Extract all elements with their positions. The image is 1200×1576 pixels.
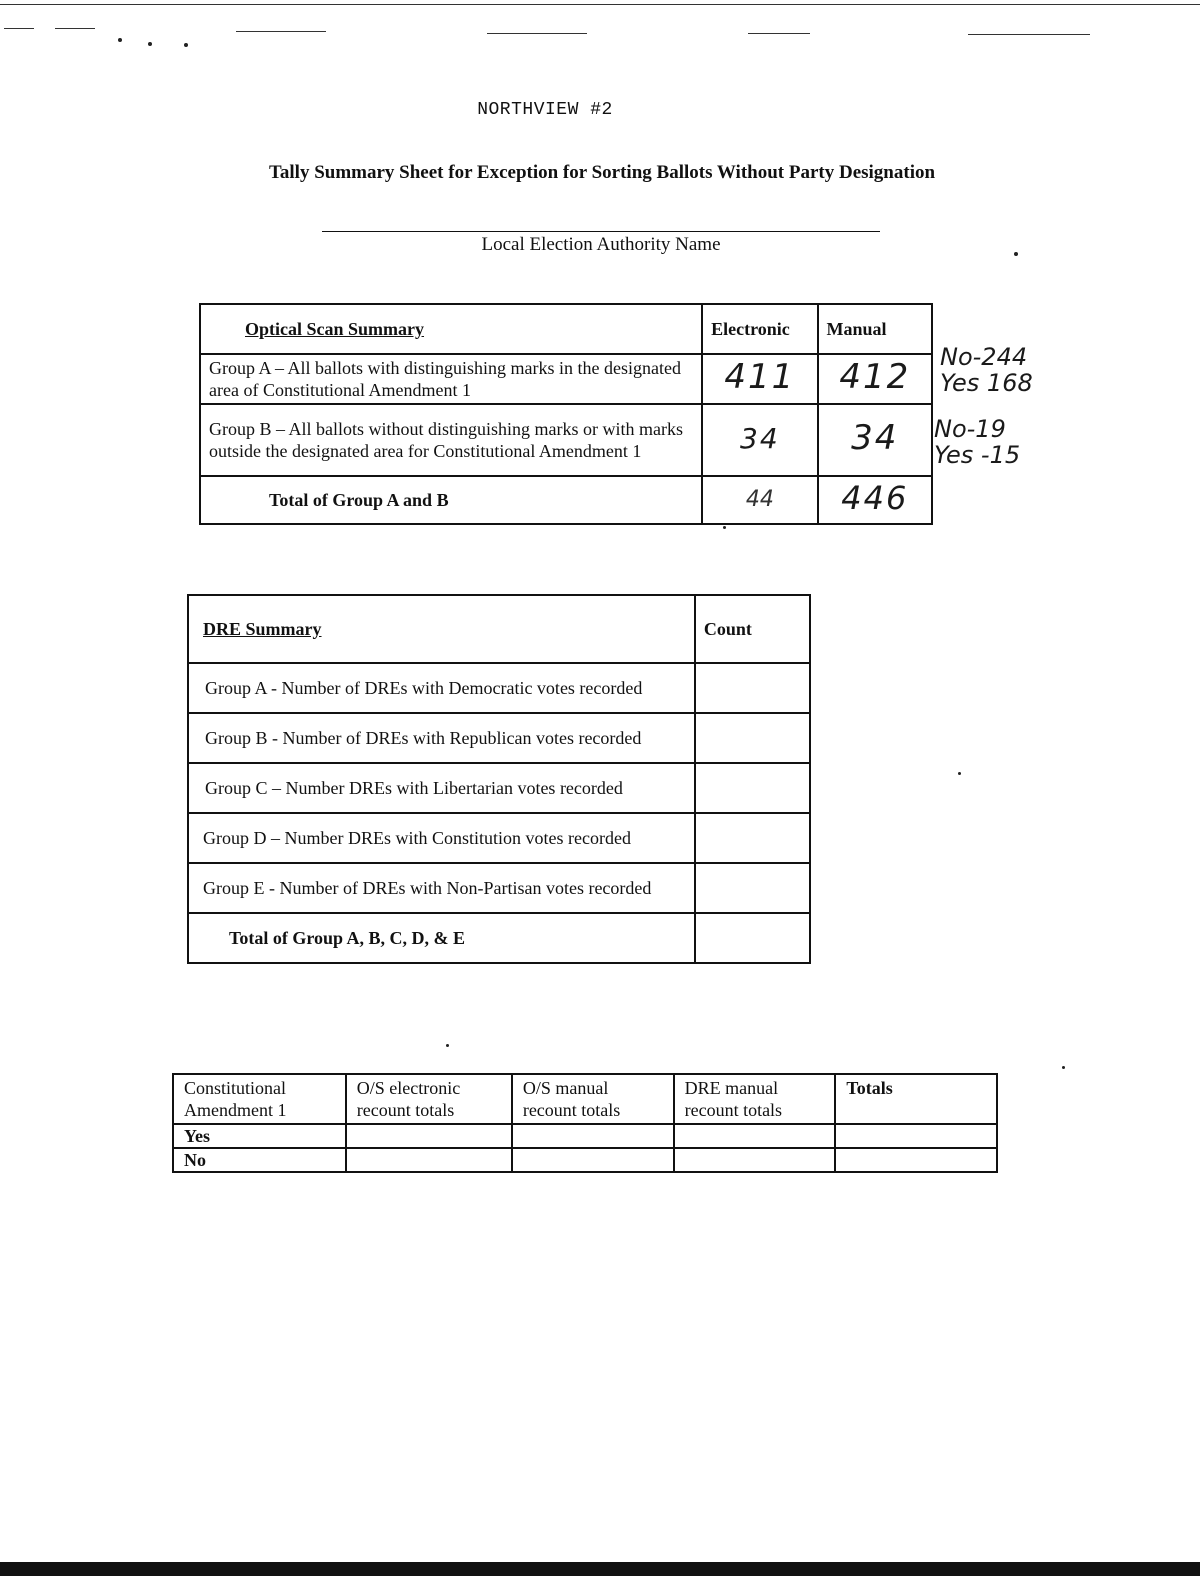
group-b-electronic: 34 [740, 421, 780, 455]
scan-speck [1062, 1066, 1065, 1069]
dre-group-e-label: Group E - Number of DREs with Non-Partisan votes recorded [188, 863, 695, 913]
dre-group-a-count [695, 663, 810, 713]
group-b-note-yes: Yes -15 [934, 441, 1021, 469]
group-b-label: Group B – All ballots without distinguishing marks or with marks outside the designated area for Constitutional Amendment 1 [200, 404, 702, 476]
dre-group-d-label: Group D – Number DREs with Constitution votes recorded [188, 813, 695, 863]
scan-artifact [487, 33, 587, 34]
dre-group-e-count [695, 863, 810, 913]
amend-no-os-electronic [346, 1148, 512, 1172]
amend-col-dre-manual: DRE manual recount totals [674, 1074, 836, 1124]
group-a-margin-note [940, 344, 1033, 396]
dre-group-b-count [695, 713, 810, 763]
scan-speck [446, 1044, 449, 1047]
scan-top-rule [0, 4, 1200, 5]
amend-col-totals: Totals [835, 1074, 997, 1124]
authority-signature-line [322, 231, 880, 232]
optical-total-label: Total of Group A and B [200, 476, 702, 524]
scan-artifact [968, 34, 1090, 35]
scan-artifact [55, 28, 95, 29]
group-a-note-yes: Yes 168 [940, 369, 1033, 397]
authority-label: Local Election Authority Name [481, 234, 721, 255]
group-a-label: Group A – All ballots with distinguishing marks in the designated area of Constitutional Amendment 1 [200, 354, 702, 404]
scan-bottom-edge [0, 1562, 1200, 1576]
amend-no-dre-manual [674, 1148, 836, 1172]
amend-col-os-manual: O/S manual recount totals [512, 1074, 674, 1124]
dre-group-c-count [695, 763, 810, 813]
amend-yes-os-manual [512, 1124, 674, 1148]
dre-total-label: Total of Group A, B, C, D, & E [188, 913, 695, 963]
scan-artifact [4, 28, 34, 29]
group-b-manual: 34 [851, 417, 899, 458]
dre-group-b-label: Group B - Number of DREs with Republican votes recorded [188, 713, 695, 763]
sheet-title: Tally Summary Sheet for Exception for Sorting Ballots Without Party Designation [268, 162, 936, 183]
dre-summary-table [187, 594, 811, 964]
dre-group-a-label: Group A - Number of DREs with Democratic votes recorded [188, 663, 695, 713]
group-b-margin-note [934, 416, 1020, 468]
scan-speck [118, 38, 122, 42]
amend-col-os-electronic: O/S electronic recount totals [346, 1074, 512, 1124]
optical-scan-table [199, 303, 933, 525]
dre-heading: DRE Summary [203, 619, 322, 639]
optical-scan-heading: Optical Scan Summary [245, 319, 425, 339]
col-count: Count [695, 595, 810, 663]
amendment-recount-table [172, 1073, 998, 1173]
amend-col-amendment: Constitutional Amendment 1 [173, 1074, 346, 1124]
scan-speck [1014, 252, 1018, 256]
group-a-electronic: 411 [724, 356, 796, 397]
scan-speck [184, 43, 188, 47]
optical-total-manual: 446 [841, 478, 909, 517]
group-a-manual: 412 [839, 356, 911, 397]
group-a-note-no: No-244 [940, 343, 1028, 371]
amend-yes-os-electronic [346, 1124, 512, 1148]
amend-yes-totals [835, 1124, 997, 1148]
scan-artifact [748, 33, 810, 34]
amend-no-totals [835, 1148, 997, 1172]
group-b-note-no: No-19 [934, 415, 1006, 443]
dre-total-count [695, 913, 810, 963]
dre-group-c-label: Group C – Number DREs with Libertarian votes recorded [188, 763, 695, 813]
optical-total-electronic: 44 [745, 487, 774, 512]
scan-speck [148, 42, 152, 46]
precinct-title: NORTHVIEW #2 [477, 100, 613, 120]
amend-no-os-manual [512, 1148, 674, 1172]
scan-artifact [236, 31, 326, 32]
scan-speck [723, 526, 726, 529]
dre-group-d-count [695, 813, 810, 863]
amend-yes-dre-manual [674, 1124, 836, 1148]
col-manual: Manual [818, 304, 932, 354]
amend-row-yes-label: Yes [173, 1124, 346, 1148]
amend-row-no-label: No [173, 1148, 346, 1172]
col-electronic: Electronic [702, 304, 817, 354]
scan-speck [958, 772, 961, 775]
